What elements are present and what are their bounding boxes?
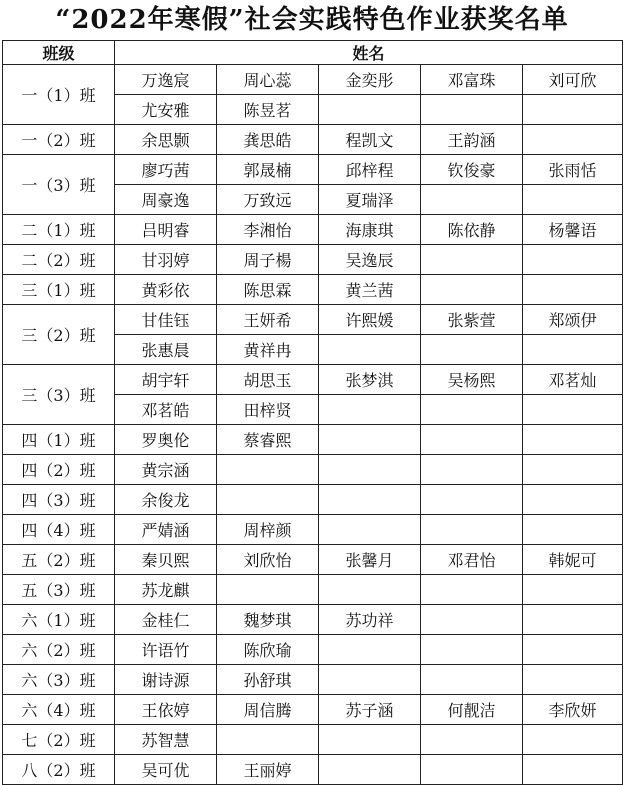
name-cell: 黄彩依 [115,275,217,305]
empty-cell [523,275,623,305]
table-row [3,755,623,785]
header-row [3,41,623,65]
name-cell: 王丽婷 [217,755,319,785]
table-body [3,41,623,785]
name-cell: 胡宇轩 [115,365,217,395]
empty-cell [319,635,421,665]
name-cell: 刘可欣 [523,65,623,95]
empty-cell [523,665,623,695]
table-row [3,665,623,695]
empty-cell [523,95,623,125]
name-cell: 蔡睿熙 [217,425,319,455]
table-row [3,515,623,545]
name-cell: 周子楊 [217,245,319,275]
name-cell: 龚思皓 [217,125,319,155]
empty-cell [421,425,523,455]
name-cell: 王妍希 [217,305,319,335]
empty-cell [523,395,623,425]
name-cell: 陈欣瑜 [217,635,319,665]
table-row [3,305,623,335]
empty-cell [523,125,623,155]
class-cell: 四（2）班 [3,455,115,485]
class-cell: 三（1）班 [3,275,115,305]
name-cell: 周心蕊 [217,65,319,95]
table-row [3,65,623,95]
name-cell: 张梦淇 [319,365,421,395]
table-row [3,545,623,575]
name-cell: 夏瑞泽 [319,185,421,215]
name-cell: 周梓颜 [217,515,319,545]
name-cell: 张惠晨 [115,335,217,365]
name-cell: 李湘怡 [217,215,319,245]
empty-cell [319,515,421,545]
name-cell: 黄祥冉 [217,335,319,365]
name-cell: 罗奥伦 [115,425,217,455]
name-cell: 邓君怡 [421,545,523,575]
empty-cell [319,485,421,515]
empty-cell [217,485,319,515]
name-cell: 吴杨熙 [421,365,523,395]
name-cell: 廖巧茜 [115,155,217,185]
class-cell: 三（2）班 [3,305,115,365]
page-title: “2022年寒假”社会实践特色作业获奖名单 [55,5,569,35]
name-cell: 刘欣怡 [217,545,319,575]
table-row [3,455,623,485]
name-cell: 郭晟楠 [217,155,319,185]
class-cell: 二（1）班 [3,215,115,245]
empty-cell [319,425,421,455]
empty-cell [523,755,623,785]
name-cell: 万致远 [217,185,319,215]
empty-cell [421,455,523,485]
class-cell: 一（2）班 [3,125,115,155]
class-cell: 四（1）班 [3,425,115,455]
empty-cell [523,515,623,545]
name-cell: 谢诗源 [115,665,217,695]
name-cell: 苏功祥 [319,605,421,635]
name-cell: 韩妮可 [523,545,623,575]
empty-cell [523,245,623,275]
table-row [3,485,623,515]
empty-cell [421,395,523,425]
table-row [3,365,623,395]
class-cell: 三（3）班 [3,365,115,425]
table-row [3,605,623,635]
empty-cell [523,335,623,365]
name-cell: 邓富珠 [421,65,523,95]
name-cell: 邓茗灿 [523,365,623,395]
class-cell: 六（2）班 [3,635,115,665]
table-row [3,695,623,725]
empty-cell [319,395,421,425]
name-cell: 杨馨语 [523,215,623,245]
name-cell: 海康琪 [319,215,421,245]
name-cell: 苏智慧 [115,725,217,755]
name-cell: 金桂仁 [115,605,217,635]
class-cell: 六（1）班 [3,605,115,635]
empty-cell [217,455,319,485]
name-cell: 钦俊豪 [421,155,523,185]
class-cell: 五（3）班 [3,575,115,605]
empty-cell [421,665,523,695]
empty-cell [421,185,523,215]
empty-cell [319,455,421,485]
empty-cell [523,725,623,755]
name-cell: 魏梦琪 [217,605,319,635]
empty-cell [523,635,623,665]
name-cell: 张雨恬 [523,155,623,185]
name-cell: 张馨月 [319,545,421,575]
empty-cell [523,455,623,485]
name-cell: 胡思玉 [217,365,319,395]
name-cell: 甘佳钰 [115,305,217,335]
class-cell: 一（1）班 [3,65,115,125]
name-cell: 何靓洁 [421,695,523,725]
empty-cell [217,725,319,755]
empty-cell [523,485,623,515]
name-cell: 周豪逸 [115,185,217,215]
table-row [3,575,623,605]
name-cell: 邓茗皓 [115,395,217,425]
class-cell: 四（4）班 [3,515,115,545]
class-cell: 八（2）班 [3,755,115,785]
table-row [3,215,623,245]
empty-cell [421,515,523,545]
empty-cell [421,605,523,635]
name-cell: 严婧涵 [115,515,217,545]
name-cell: 许语竹 [115,635,217,665]
name-cell: 王韵涵 [421,125,523,155]
table-row [3,425,623,455]
name-cell: 尤安雅 [115,95,217,125]
name-cell: 黄兰茜 [319,275,421,305]
name-cell: 余思颢 [115,125,217,155]
empty-cell [319,335,421,365]
empty-cell [421,95,523,125]
name-cell: 黄宗涵 [115,455,217,485]
name-cell: 李欣妍 [523,695,623,725]
class-cell: 五（2）班 [3,545,115,575]
name-cell: 吴逸辰 [319,245,421,275]
name-cell: 周信腾 [217,695,319,725]
name-cell: 程凯文 [319,125,421,155]
name-cell: 万逸宸 [115,65,217,95]
class-cell: 二（2）班 [3,245,115,275]
name-cell: 秦贝熙 [115,545,217,575]
name-cell: 邱梓程 [319,155,421,185]
name-cell: 田梓贤 [217,395,319,425]
table-row [3,125,623,155]
class-cell: 七（2）班 [3,725,115,755]
class-cell: 四（3）班 [3,485,115,515]
empty-cell [319,575,421,605]
empty-cell [523,605,623,635]
name-cell: 陈昱茗 [217,95,319,125]
empty-cell [523,425,623,455]
name-cell: 余俊龙 [115,485,217,515]
empty-cell [421,275,523,305]
header-names: 姓名 [115,41,623,65]
empty-cell [319,95,421,125]
name-cell: 陈依静 [421,215,523,245]
table-row [3,275,623,305]
name-cell: 张紫萱 [421,305,523,335]
name-cell: 苏龙麒 [115,575,217,605]
empty-cell [319,725,421,755]
header-class: 班级 [3,41,115,65]
name-cell: 郑颂伊 [523,305,623,335]
class-cell: 六（3）班 [3,665,115,695]
name-cell: 吕明睿 [115,215,217,245]
empty-cell [421,575,523,605]
table-row [3,635,623,665]
name-cell: 吴可优 [115,755,217,785]
class-cell: 六（4）班 [3,695,115,725]
name-cell: 孙舒琪 [217,665,319,695]
empty-cell [523,575,623,605]
empty-cell [217,575,319,605]
empty-cell [421,335,523,365]
name-cell: 王依婷 [115,695,217,725]
name-cell: 金奕彤 [319,65,421,95]
empty-cell [523,185,623,215]
empty-cell [421,635,523,665]
empty-cell [421,725,523,755]
empty-cell [421,245,523,275]
table-row [3,155,623,185]
name-cell: 许熙媛 [319,305,421,335]
table-row [3,725,623,755]
name-cell: 陈思霖 [217,275,319,305]
empty-cell [319,755,421,785]
class-cell: 一（3）班 [3,155,115,215]
table-row [3,245,623,275]
empty-cell [421,755,523,785]
name-cell: 甘羽婷 [115,245,217,275]
empty-cell [421,485,523,515]
empty-cell [319,665,421,695]
name-cell: 苏子涵 [319,695,421,725]
award-table [2,40,623,785]
